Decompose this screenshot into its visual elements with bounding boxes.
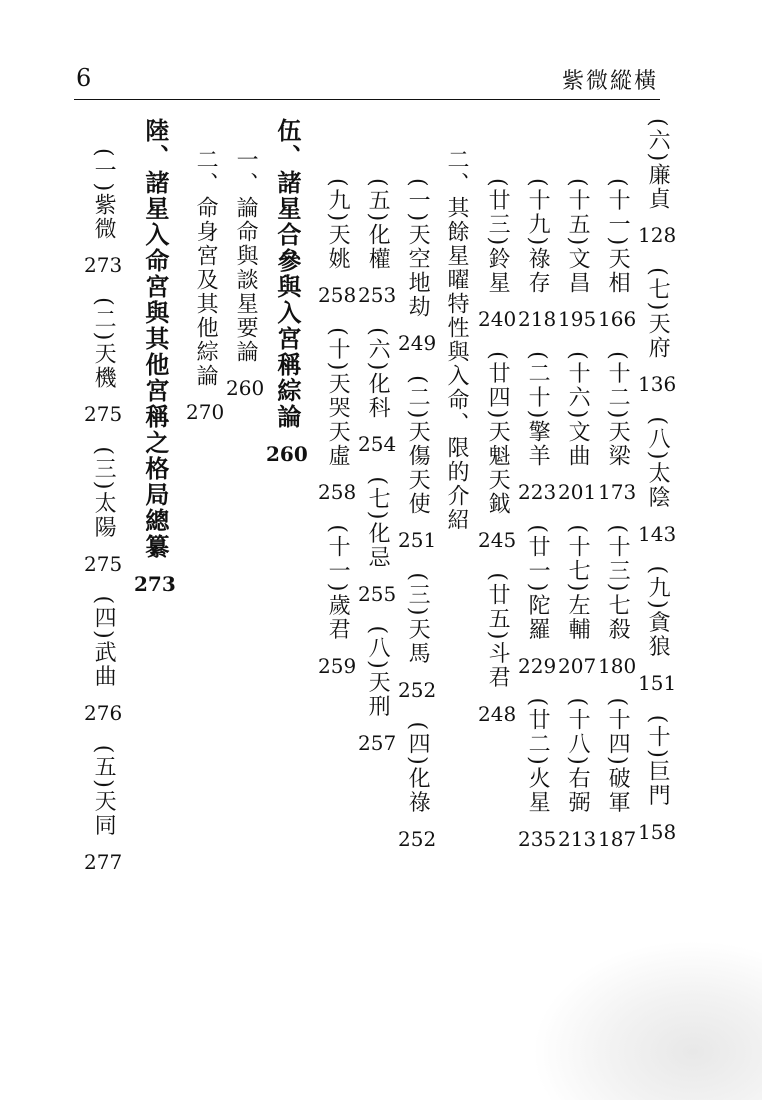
toc-entry-label: (廿三)鈴星 [485,178,511,296]
toc-entry-page: 251 [398,528,437,553]
toc-entry-page: 173 [598,480,637,505]
page-number: 6 [76,64,92,92]
toc-entry-label: (一)紫微 [91,148,117,242]
toc-entry-label: 陸、諸星入命宮與其他宮稱之格局總纂 [140,118,170,560]
toc-column [598,178,636,871]
toc-entry-page: 275 [84,402,123,427]
toc-entry-page: 207 [558,653,597,678]
toc-entry-page: 249 [398,331,437,356]
toc-entry-label: (十二)天梁 [605,351,631,469]
toc-entry-label: (十五)文昌 [565,178,591,296]
toc-entry-label: (二)天傷天使 [405,375,431,517]
toc-entry-label: (一)天空地劫 [405,178,431,320]
toc-entry-page: 223 [518,480,557,505]
toc-entry-label: (十)巨門 [645,714,671,808]
toc-entry-label: (十一)天相 [605,178,631,296]
toc-column [518,178,556,871]
toc-entry-page: 180 [598,653,637,678]
running-title: 紫微縱橫 [561,69,658,94]
table-of-contents [70,118,677,980]
toc-entry-label: (十四)破軍 [605,697,631,815]
toc-entry-page: 273 [84,253,123,278]
flower-decoration [532,940,762,1100]
toc-column [134,118,176,616]
toc-entry-label: (八)太陰 [645,416,671,510]
toc-entry-page: 248 [478,701,517,726]
toc-entry-page: 166 [598,307,637,332]
toc-entry-label: (十六)文曲 [565,351,591,469]
toc-entry-page: 260 [266,442,308,466]
toc-entry-label: (廿二)火星 [525,697,551,815]
toc-entry-label: (廿一)陀羅 [525,524,551,642]
toc-entry-label: (三)天馬 [405,572,431,666]
toc-entry-label: (五)天同 [91,744,117,838]
toc-column [318,178,356,698]
toc-entry-label: (十八)右弼 [565,697,591,815]
toc-entry-page: 213 [558,826,597,851]
toc-entry-page: 143 [638,521,677,546]
toc-entry-label: (二十)擎羊 [525,351,551,469]
toc-entry-label: (六)化科 [365,327,391,421]
toc-column [638,118,676,864]
toc-entry-label: (五)化權 [365,178,391,272]
toc-entry-label: (八)天刑 [365,625,391,719]
toc-column [558,178,596,871]
toc-entry-label: (二)天機 [91,297,117,391]
toc-entry-page: 128 [638,223,677,248]
toc-entry-page: 158 [638,819,677,844]
toc-entry-page: 276 [84,700,123,725]
toc-entry-label: 二、其餘星曜特性與入命、限的介紹 [444,148,469,532]
toc-entry-page: 252 [398,826,437,851]
toc-entry-label: (七)化忌 [365,476,391,570]
toc-entry-page: 275 [84,551,123,576]
toc-column [358,178,396,775]
toc-entry-label: (三)太陽 [91,446,117,540]
toc-column [226,148,264,420]
toc-entry-page: 257 [358,730,397,755]
toc-entry-page: 258 [318,480,357,505]
toc-entry-page: 259 [318,653,357,678]
toc-column [478,178,516,746]
toc-entry-page: 258 [318,283,357,308]
toc-entry-page: 136 [638,372,677,397]
toc-entry-page: 260 [226,376,265,400]
toc-entry-page: 240 [478,307,517,332]
toc-column [266,118,308,486]
toc-entry-page: 277 [84,849,123,874]
toc-entry-label: (十一)歲君 [325,524,351,642]
toc-entry-label: (十三)七殺 [605,524,631,642]
toc-entry-label: (十七)左輔 [565,524,591,642]
toc-entry-label: (四)化祿 [405,721,431,815]
toc-column [438,148,474,532]
toc-entry-page: 255 [358,581,397,606]
toc-entry-label: (十)天哭天虛 [325,327,351,469]
toc-entry-page: 187 [598,826,637,851]
toc-entry-page: 254 [358,432,397,457]
toc-entry-label: 一、論命與談星要論 [233,148,259,364]
toc-column [398,178,436,871]
toc-entry-label: (七)天府 [645,267,671,361]
toc-entry-page: 252 [398,677,437,702]
toc-entry-page: 195 [558,307,597,332]
toc-entry-label: (九)貪狼 [645,565,671,659]
toc-entry-label: (六)廉貞 [645,118,671,212]
toc-entry-label: (廿五)斗君 [485,572,511,690]
toc-column [186,148,224,444]
toc-entry-page: 201 [558,480,597,505]
toc-entry-page: 229 [518,653,557,678]
toc-entry-page: 218 [518,307,557,332]
toc-column [84,148,122,894]
toc-entry-page: 270 [186,400,225,424]
toc-entry-page: 273 [134,572,176,596]
toc-entry-page: 151 [638,670,677,695]
toc-entry-label: (四)武曲 [91,595,117,689]
toc-entry-label: (廿四)天魁天鉞 [485,351,511,517]
toc-entry-label: (十九)祿存 [525,178,551,296]
header-rule [74,99,660,100]
toc-entry-label: 二、命身宮及其他綜論 [193,148,219,388]
toc-entry-label: (九)天姚 [325,178,351,272]
toc-entry-label: 伍、諸星合參與入宮稱綜論 [272,118,302,430]
toc-entry-page: 245 [478,528,517,553]
toc-entry-page: 235 [518,826,557,851]
toc-entry-page: 253 [358,283,397,308]
